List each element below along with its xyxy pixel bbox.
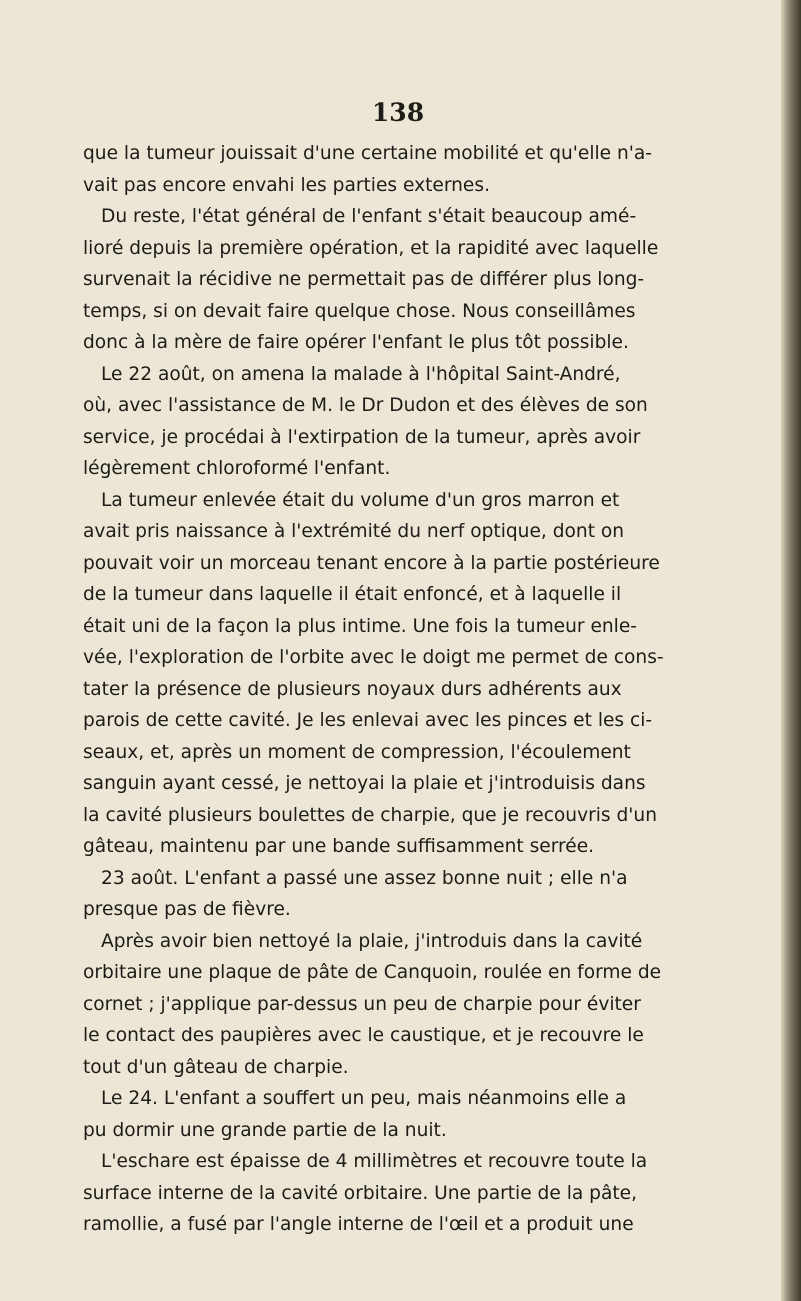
- text-line: Après avoir bien nettoyé la plaie, j'introduis dans la cavité: [101, 930, 643, 952]
- text-line: survenait la récidive ne permettait pas de différer plus long-: [83, 269, 645, 290]
- text-line: gâteau, maintenu par une bande suffisamment serrée.: [83, 836, 595, 857]
- text-line: que la tumeur jouissait d'une certaine mobilité et qu'elle n'a-: [83, 143, 653, 164]
- text-line: pu dormir une grande partie de la nuit.: [83, 1119, 447, 1141]
- text-line: ramollie, a fusé par l'angle interne de l'œil et a produit une: [83, 1214, 634, 1235]
- text-line: 23 août. L'enfant a passé une assez bonne nuit ; elle n'a: [101, 867, 628, 889]
- text-line: Le 24. L'enfant a souffert un peu, mais néanmoins elle a: [101, 1088, 627, 1109]
- text-line: temps, si on devait faire quelque chose. Nous conseillâmes: [83, 300, 636, 322]
- text-line: Du reste, l'état général de l'enfant s'était beaucoup amé-: [101, 206, 637, 227]
- text-line: service, je procédai à l'extirpation de la tumeur, après avoir: [83, 426, 641, 448]
- text-line: vait pas encore envahi les parties externes.: [83, 174, 490, 196]
- text-line: orbitaire une plaque de pâte de Canquoin, roulée en forme de: [83, 962, 662, 983]
- text-line: parois de cette cavité. Je les enlevai avec les pinces et les ci-: [83, 710, 653, 731]
- text-line: la cavité plusieurs boulettes de charpie, que je recouvris d'un: [83, 804, 657, 826]
- text-line: légèrement chloroformé l'enfant.: [83, 458, 391, 479]
- body-text: [83, 138, 783, 1241]
- text-line: tout d'un gâteau de charpie.: [83, 1056, 349, 1078]
- text-line: tater la présence de plusieurs noyaux durs adhérents aux: [83, 678, 622, 700]
- text-line: cornet ; j'applique par-dessus un peu de charpie pour éviter: [83, 993, 641, 1015]
- text-line: La tumeur enlevée était du volume d'un gros marron et: [101, 489, 620, 511]
- text-line: de la tumeur dans laquelle il était enfoncé, et à laquelle il: [83, 584, 622, 605]
- text-line: L'eschare est épaisse de 4 millimètres et recouvre toute la: [101, 1151, 648, 1172]
- text-line: lioré depuis la première opération, et la rapidité avec laquelle: [83, 237, 659, 259]
- text-line: pouvait voir un morceau tenant encore à la partie postérieure: [83, 552, 660, 574]
- text-line: seaux, et, après un moment de compression, l'écoulement: [83, 741, 631, 763]
- text-line: donc à la mère de faire opérer l'enfant le plus tôt possible.: [83, 332, 629, 353]
- text-line: Le 22 août, on amena la malade à l'hôpital Saint-André,: [101, 363, 621, 385]
- page-number: 138: [371, 98, 425, 127]
- text-line: où, avec l'assistance de M. le Dr Dudon et des élèves de son: [83, 395, 648, 416]
- text-line: presque pas de fièvre.: [83, 899, 291, 920]
- text-line: vée, l'exploration de l'orbite avec le doigt me permet de cons-: [83, 647, 664, 668]
- text-line: était uni de la façon la plus intime. Une fois la tumeur enle-: [83, 615, 637, 637]
- text-line: avait pris naissance à l'extrémité du nerf optique, dont on: [83, 521, 625, 542]
- text-line: le contact des paupières avec le caustique, et je recouvre le: [83, 1025, 644, 1046]
- text-line: sanguin ayant cessé, je nettoyai la plaie et j'introduisis dans: [83, 773, 646, 794]
- text-line: surface interne de la cavité orbitaire. Une partie de la pâte,: [83, 1182, 637, 1204]
